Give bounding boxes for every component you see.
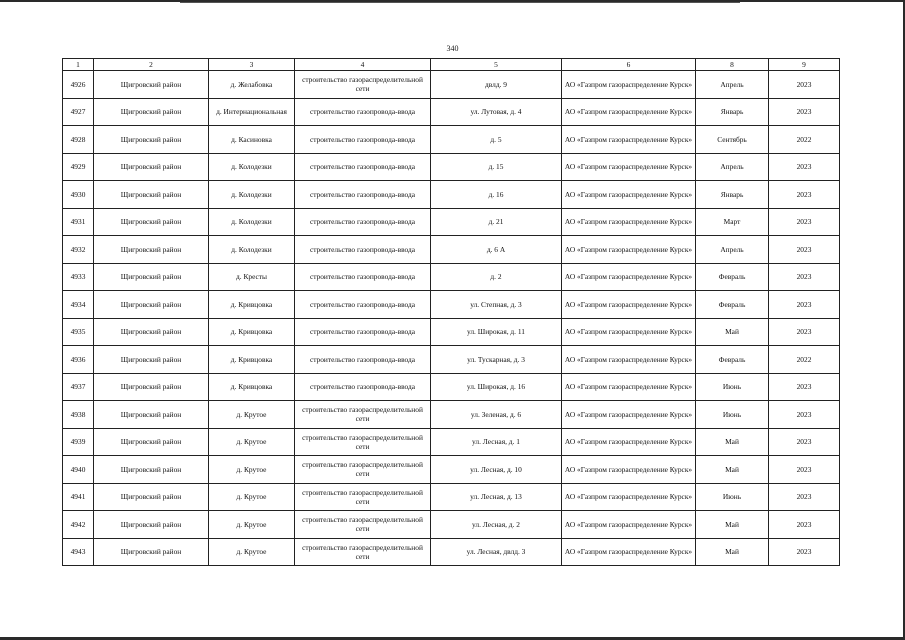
month-cell: Май — [696, 456, 769, 484]
organization-cell: АО «Газпром газораспределение Курск» — [562, 538, 696, 566]
organization-cell: АО «Газпром газораспределение Курск» — [562, 373, 696, 401]
month-cell: Май — [696, 511, 769, 539]
row-number-cell: 4941 — [63, 483, 94, 511]
settlement-cell: д. Крутое — [209, 483, 295, 511]
year-cell: 2023 — [769, 236, 840, 264]
district-cell: Щигровский район — [94, 126, 209, 154]
work-type-cell: строительство газопровода-ввода — [295, 318, 431, 346]
table-row — [63, 483, 840, 511]
year-cell: 2023 — [769, 71, 840, 99]
row-number-cell: 4940 — [63, 456, 94, 484]
row-number-cell: 4930 — [63, 181, 94, 209]
year-cell: 2023 — [769, 428, 840, 456]
work-type-cell: строительство газораспределительной сети — [295, 511, 431, 539]
address-cell: д. 16 — [431, 181, 562, 209]
column-header: 6 — [562, 59, 696, 71]
district-cell: Щигровский район — [94, 346, 209, 374]
district-cell: Щигровский район — [94, 373, 209, 401]
settlement-cell: д. Кривцовка — [209, 318, 295, 346]
work-type-cell: строительство газопровода-ввода — [295, 126, 431, 154]
settlement-cell: д. Желабовка — [209, 71, 295, 99]
address-cell: ул. Лесная, двлд. 3 — [431, 538, 562, 566]
column-header: 1 — [63, 59, 94, 71]
table-row — [63, 181, 840, 209]
district-cell: Щигровский район — [94, 98, 209, 126]
table-row — [63, 511, 840, 539]
row-number-cell: 4934 — [63, 291, 94, 319]
table-row — [63, 263, 840, 291]
organization-cell: АО «Газпром газораспределение Курск» — [562, 456, 696, 484]
row-number-cell: 4926 — [63, 71, 94, 99]
address-cell: ул. Лесная, д. 10 — [431, 456, 562, 484]
organization-cell: АО «Газпром газораспределение Курск» — [562, 511, 696, 539]
month-cell: Апрель — [696, 153, 769, 181]
month-cell: Май — [696, 538, 769, 566]
work-type-cell: строительство газораспределительной сети — [295, 483, 431, 511]
year-cell: 2022 — [769, 346, 840, 374]
organization-cell: АО «Газпром газораспределение Курск» — [562, 291, 696, 319]
settlement-cell: д. Крутое — [209, 401, 295, 429]
column-header: 4 — [295, 59, 431, 71]
organization-cell: АО «Газпром газораспределение Курск» — [562, 428, 696, 456]
month-cell: Февраль — [696, 291, 769, 319]
year-cell: 2023 — [769, 153, 840, 181]
district-cell: Щигровский район — [94, 511, 209, 539]
row-number-cell: 4929 — [63, 153, 94, 181]
district-cell: Щигровский район — [94, 538, 209, 566]
district-cell: Щигровский район — [94, 208, 209, 236]
table-row — [63, 236, 840, 264]
row-number-cell: 4935 — [63, 318, 94, 346]
table-row — [63, 401, 840, 429]
address-cell: д. 15 — [431, 153, 562, 181]
work-type-cell: строительство газораспределительной сети — [295, 401, 431, 429]
year-cell: 2023 — [769, 318, 840, 346]
district-cell: Щигровский район — [94, 291, 209, 319]
address-cell: ул. Зеленая, д. 6 — [431, 401, 562, 429]
column-header: 2 — [94, 59, 209, 71]
district-cell: Щигровский район — [94, 71, 209, 99]
month-cell: Январь — [696, 98, 769, 126]
month-cell: Июнь — [696, 483, 769, 511]
work-type-cell: строительство газопровода-ввода — [295, 291, 431, 319]
district-cell: Щигровский район — [94, 236, 209, 264]
work-type-cell: строительство газопровода-ввода — [295, 346, 431, 374]
year-cell: 2023 — [769, 456, 840, 484]
column-header: 3 — [209, 59, 295, 71]
work-type-cell: строительство газопровода-ввода — [295, 263, 431, 291]
organization-cell: АО «Газпром газораспределение Курск» — [562, 208, 696, 236]
row-number-cell: 4937 — [63, 373, 94, 401]
year-cell: 2023 — [769, 98, 840, 126]
settlement-cell: д. Колодезки — [209, 153, 295, 181]
district-cell: Щигровский район — [94, 318, 209, 346]
organization-cell: АО «Газпром газораспределение Курск» — [562, 318, 696, 346]
address-cell: д. 2 — [431, 263, 562, 291]
table-row — [63, 318, 840, 346]
table-row — [63, 538, 840, 566]
district-cell: Щигровский район — [94, 263, 209, 291]
district-cell: Щигровский район — [94, 181, 209, 209]
row-number-cell: 4936 — [63, 346, 94, 374]
month-cell: Март — [696, 208, 769, 236]
column-header: 9 — [769, 59, 840, 71]
address-cell: ул. Широкая, д. 11 — [431, 318, 562, 346]
scan-edge-top-inner — [180, 2, 740, 3]
organization-cell: АО «Газпром газораспределение Курск» — [562, 126, 696, 154]
address-cell: д. 6 А — [431, 236, 562, 264]
table-row — [63, 456, 840, 484]
organization-cell: АО «Газпром газораспределение Курск» — [562, 483, 696, 511]
row-number-cell: 4931 — [63, 208, 94, 236]
year-cell: 2022 — [769, 126, 840, 154]
month-cell: Сентябрь — [696, 126, 769, 154]
row-number-cell: 4928 — [63, 126, 94, 154]
organization-cell: АО «Газпром газораспределение Курск» — [562, 181, 696, 209]
address-cell: д. 21 — [431, 208, 562, 236]
row-number-cell: 4927 — [63, 98, 94, 126]
month-cell: Май — [696, 318, 769, 346]
row-number-cell: 4939 — [63, 428, 94, 456]
address-cell: ул. Широкая, д. 16 — [431, 373, 562, 401]
table-row — [63, 373, 840, 401]
month-cell: Июнь — [696, 373, 769, 401]
settlement-cell: д. Крутое — [209, 428, 295, 456]
settlement-cell: д. Крутое — [209, 538, 295, 566]
settlement-cell: д. Кривцовка — [209, 291, 295, 319]
row-number-cell: 4942 — [63, 511, 94, 539]
table-row — [63, 153, 840, 181]
table-row — [63, 98, 840, 126]
work-type-cell: строительство газопровода-ввода — [295, 181, 431, 209]
header-row — [63, 59, 840, 71]
address-cell: ул. Лесная, д. 13 — [431, 483, 562, 511]
settlement-cell: д. Кривцовка — [209, 346, 295, 374]
gasification-table — [62, 58, 840, 566]
organization-cell: АО «Газпром газораспределение Курск» — [562, 346, 696, 374]
month-cell: Февраль — [696, 346, 769, 374]
work-type-cell: строительство газопровода-ввода — [295, 98, 431, 126]
year-cell: 2023 — [769, 401, 840, 429]
work-type-cell: строительство газораспределительной сети — [295, 71, 431, 99]
row-number-cell: 4943 — [63, 538, 94, 566]
work-type-cell: строительство газопровода-ввода — [295, 208, 431, 236]
table-row — [63, 71, 840, 99]
year-cell: 2023 — [769, 208, 840, 236]
settlement-cell: д. Интернациональная — [209, 98, 295, 126]
month-cell: Январь — [696, 181, 769, 209]
organization-cell: АО «Газпром газораспределение Курск» — [562, 98, 696, 126]
address-cell: двлд. 9 — [431, 71, 562, 99]
table-row — [63, 428, 840, 456]
settlement-cell: д. Крутое — [209, 456, 295, 484]
month-cell: Апрель — [696, 236, 769, 264]
settlement-cell: д. Кривцовка — [209, 373, 295, 401]
work-type-cell: строительство газораспределительной сети — [295, 456, 431, 484]
settlement-cell: д. Крутое — [209, 511, 295, 539]
address-cell: ул. Тускарная, д. 3 — [431, 346, 562, 374]
district-cell: Щигровский район — [94, 153, 209, 181]
year-cell: 2023 — [769, 263, 840, 291]
settlement-cell: д. Колодезки — [209, 236, 295, 264]
row-number-cell: 4933 — [63, 263, 94, 291]
organization-cell: АО «Газпром газораспределение Курск» — [562, 153, 696, 181]
work-type-cell: строительство газопровода-ввода — [295, 373, 431, 401]
address-cell: ул. Лутовая, д. 4 — [431, 98, 562, 126]
table-row — [63, 291, 840, 319]
year-cell: 2023 — [769, 538, 840, 566]
column-header: 8 — [696, 59, 769, 71]
table-row — [63, 346, 840, 374]
month-cell: Май — [696, 428, 769, 456]
table-row — [63, 126, 840, 154]
organization-cell: АО «Газпром газораспределение Курск» — [562, 236, 696, 264]
work-type-cell: строительство газораспределительной сети — [295, 538, 431, 566]
work-type-cell: строительство газопровода-ввода — [295, 236, 431, 264]
address-cell: ул. Лесная, д. 1 — [431, 428, 562, 456]
month-cell: Февраль — [696, 263, 769, 291]
address-cell: ул. Степная, д. 3 — [431, 291, 562, 319]
settlement-cell: д. Касиновка — [209, 126, 295, 154]
district-cell: Щигровский район — [94, 401, 209, 429]
row-number-cell: 4938 — [63, 401, 94, 429]
settlement-cell: д. Кресты — [209, 263, 295, 291]
month-cell: Апрель — [696, 71, 769, 99]
settlement-cell: д. Колодезки — [209, 181, 295, 209]
organization-cell: АО «Газпром газораспределение Курск» — [562, 401, 696, 429]
organization-cell: АО «Газпром газораспределение Курск» — [562, 263, 696, 291]
year-cell: 2023 — [769, 511, 840, 539]
table-row — [63, 208, 840, 236]
month-cell: Июнь — [696, 401, 769, 429]
table-body — [63, 71, 840, 566]
year-cell: 2023 — [769, 181, 840, 209]
year-cell: 2023 — [769, 373, 840, 401]
address-cell: д. 5 — [431, 126, 562, 154]
district-cell: Щигровский район — [94, 483, 209, 511]
settlement-cell: д. Колодезки — [209, 208, 295, 236]
district-cell: Щигровский район — [94, 428, 209, 456]
work-type-cell: строительство газораспределительной сети — [295, 428, 431, 456]
year-cell: 2023 — [769, 291, 840, 319]
work-type-cell: строительство газопровода-ввода — [295, 153, 431, 181]
page-number: 340 — [446, 44, 459, 53]
row-number-cell: 4932 — [63, 236, 94, 264]
column-header: 5 — [431, 59, 562, 71]
organization-cell: АО «Газпром газораспределение Курск» — [562, 71, 696, 99]
district-cell: Щигровский район — [94, 456, 209, 484]
address-cell: ул. Лесная, д. 2 — [431, 511, 562, 539]
year-cell: 2023 — [769, 483, 840, 511]
